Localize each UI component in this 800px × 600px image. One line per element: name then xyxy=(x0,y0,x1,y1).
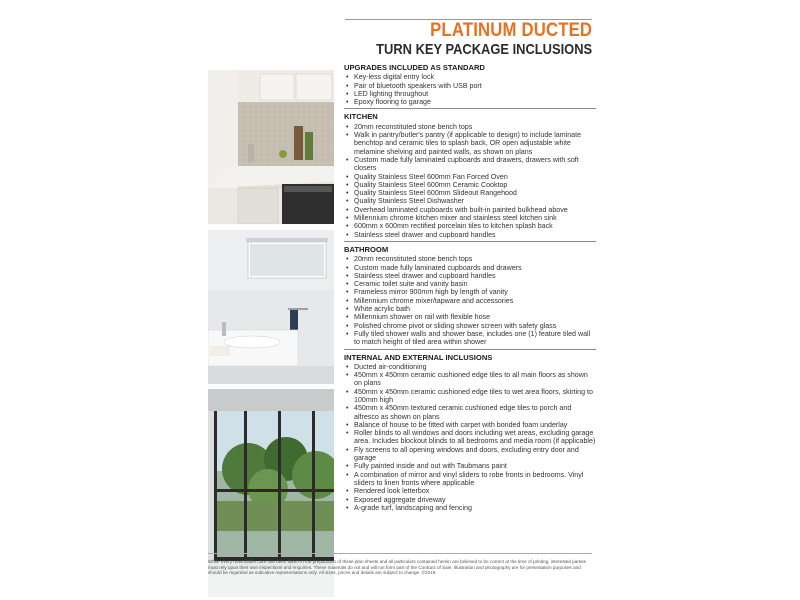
list-item: • Key-less digital entry lock xyxy=(344,73,596,81)
list-item: • Millennium chrome mixer/tapware and accessories xyxy=(344,297,596,305)
list-item: • Overhead laminated cupboards with built-in painted bulkhead above xyxy=(344,206,596,214)
list-item: • Millennium chrome kitchen mixer and stainless steel kitchen sink xyxy=(344,214,596,222)
section-upgrades xyxy=(344,64,596,109)
section-bathroom xyxy=(344,246,596,350)
section-title: INTERNAL AND EXTERNAL INCLUSIONS xyxy=(344,352,493,362)
list-item: • 450mm x 450mm ceramic cushioned edge tiles to all main floors as shown on plans xyxy=(344,371,596,388)
list-item: • 20mm reconstituted stone bench tops xyxy=(344,123,596,131)
list-item: • Rendered look letterbox xyxy=(344,487,596,495)
list-item: • Stainless steel drawer and cupboard handles xyxy=(344,231,596,239)
page-subtitle: TURN KEY PACKAGE INCLUSIONS xyxy=(376,41,592,58)
list-item: • White acrylic bath xyxy=(344,305,596,313)
section-divider xyxy=(344,108,596,109)
list-item: • Ducted air-conditioning xyxy=(344,363,596,371)
list-item: • 450mm x 450mm ceramic cushioned edge tiles to wet area floors, skirting to 100mm high xyxy=(344,388,596,405)
list-item: • Custom made fully laminated cupboards and drawers xyxy=(344,264,596,272)
list-item: • Polished chrome pivot or sliding shower screen with safety glass xyxy=(344,322,596,330)
inclusions-list xyxy=(344,64,596,515)
list-item: • Ceramic toilet suite and vanity basin xyxy=(344,280,596,288)
section-kitchen xyxy=(344,113,596,241)
section-divider xyxy=(344,349,596,350)
section-title: BATHROOM xyxy=(344,244,389,254)
list-item: • Pair of bluetooth speakers with USB port xyxy=(344,82,596,90)
page-title: PLATINUM DUCTED xyxy=(429,20,592,41)
bathroom-photo xyxy=(208,230,334,384)
list-item: • Stainless steel drawer and cupboard handles xyxy=(344,272,596,280)
list-item: • Millennium shower on rail with flexible hose xyxy=(344,313,596,321)
list-item: • 20mm reconstituted stone bench tops xyxy=(344,255,596,263)
list-item: • Quality Stainless Steel Dishwasher xyxy=(344,197,596,205)
list-item: • LED lighting throughout xyxy=(344,90,596,98)
list-item: • Quality Stainless Steel 600mm Fan Forced Oven xyxy=(344,173,596,181)
list-item: • Balance of house to be fitted with carpet with bonded foam underlay xyxy=(344,421,596,429)
list-item: • Epoxy flooring to garage xyxy=(344,98,596,106)
section-title: UPGRADES INCLUDED AS STANDARD xyxy=(344,63,485,72)
list-item: • 450mm x 450mm textured ceramic cushioned edge tiles to porch and alfresco as shown on plans xyxy=(344,404,596,421)
list-item: • Walk in pantry/butler's pantry (if applicable to design) to include laminate benchtop and ceramic tiles to splash back, OR open adjustable white melamine shelving and painted walls, as shown on plans xyxy=(344,131,596,156)
list-item: • Fly screens to all opening windows and doors, excluding entry door and garage xyxy=(344,446,596,463)
list-item: • A-grade turf, landscaping and fencing xyxy=(344,504,596,512)
footer-rule xyxy=(208,553,592,554)
list-item: • Fully painted inside and out with Taubmans paint xyxy=(344,462,596,470)
footer-disclaimer: While every reasonable care has been taken in the preparation of these plan sheets and all particulars contained herein are believed to be correct at the time of printing, interested parties must rely upon their own inspections and enquiries. These materials do not and will not form part of the Contract of Sale. Illustration and photography are for presentation purposes and should be regarded as indicative representations only. All sizes, prices and details are subject to change. ©2019. xyxy=(208,559,586,576)
list-item: • Quality Stainless Steel 600mm Slideout Rangehood xyxy=(344,189,596,197)
list-item: • Exposed aggregate driveway xyxy=(344,496,596,504)
section-internal-external xyxy=(344,354,596,513)
list-item: • Fully tiled shower walls and shower base, includes one (1) feature tiled wall to match height of tiled area within shower xyxy=(344,330,596,347)
list-item: • 600mm x 600mm rectified porcelain tiles to kitchen splash back xyxy=(344,222,596,230)
section-title: KITCHEN xyxy=(344,112,378,122)
list-item: • Custom made fully laminated cupboards and drawers, drawers with soft closers xyxy=(344,156,596,173)
kitchen-photo xyxy=(208,70,334,224)
list-item: • Quality Stainless Steel 600mm Ceramic Cooktop xyxy=(344,181,596,189)
list-item: • A combination of mirror and vinyl sliders to robe fronts in bedrooms. Vinyl sliders to linen fronts where applicable xyxy=(344,471,596,488)
list-item: • Frameless mirror 900mm high by length of vanity xyxy=(344,288,596,296)
list-item: • Roller blinds to all windows and doors including wet areas, excluding garage area. Includes blockout blinds to all bedrooms and media room (if applicable) xyxy=(344,429,596,446)
section-divider xyxy=(344,241,596,242)
